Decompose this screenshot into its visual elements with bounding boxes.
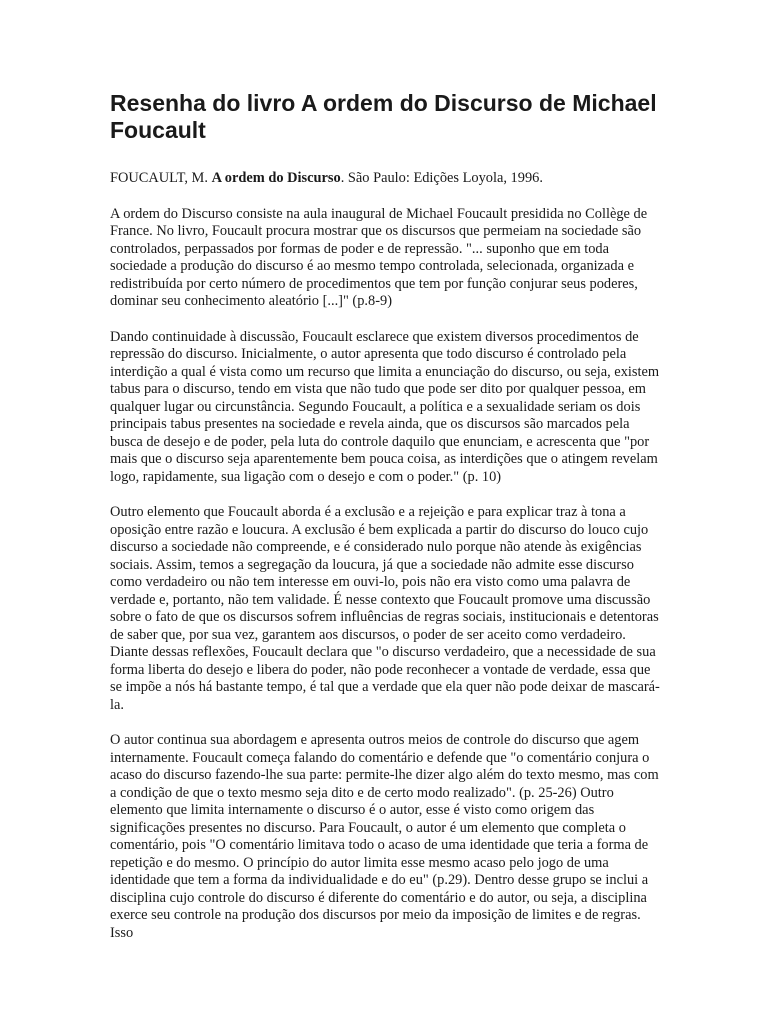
paragraph-3: Outro elemento que Foucault aborda é a exclusão e a rejeição e para explicar traz à tona a oposição entre razão e loucura. A exclusão é bem explicada a partir do discurso do louco cujo discurso a sociedade não compreende, e é considerado nulo porque não atende às exigências sociais. Assim, temos a segregação da loucura, já que a sociedade não admite esse discurso como verdadeiro ou não tem interesse em ouvi-lo, pois não era visto como uma palavra de verdade e, portanto, não tem validade. É nesse contexto que Foucault promove uma discussão sobre o fato de que os discursos sofrem influências de regras sociais, institucionais e detentoras de saber que, por sua vez, garantem aos discursos, o poder de ser aceito como verdadeiro. Diante dessas reflexões, Foucault declara que "o discurso verdadeiro, que a necessidade de sua forma liberta do desejo e libera do poder, não pode reconhecer a vontade de verdade, essa que se impõe a nós há bastante tempo, é tal que a verdade que ela quer não pode deixar de mascará-la. [110, 504, 660, 713]
paragraph-2: Dando continuidade à discussão, Foucault esclarece que existem diversos procedimentos de repressão do discurso. Inicialmente, o autor apresenta que todo discurso é controlado pela interdição a qual é vista como um recurso que limita a enunciação do discurso, ou seja, existem tabus para o discurso, tendo em vista que não tudo que pode ser dito por qualquer pessoa, em qualquer lugar ou circunstância. Segundo Foucault, a política e a sexualidade seriam os dois principais tabus presentes na sociedade e revela ainda, que os discursos são marcados pela busca de desejo e de poder, pela luta do controle daquilo que enunciam, e acrescenta que "por mais que o discurso seja aparentemente bem pouca coisa, as interdições que o atingem revelam logo, rapidamente, sua ligação com o desejo e com o poder." (p. 10) [110, 328, 660, 485]
citation-book-title: A ordem do Discurso [211, 170, 341, 186]
citation-publisher: . São Paulo: Edições Loyola, 1996. [340, 170, 543, 186]
book-citation [110, 170, 662, 188]
paragraph-1: A ordem do Discurso consiste na aula inaugural de Michael Foucault presidida no Collège de France. No livro, Foucault procura mostrar que os discursos que permeiam na sociedade são controlados, perpassados por formas de poder e de repressão. "... suponho que em toda sociedade a produção do discurso é ao mesmo tempo controlada, selecionada, organizada e redistribuída por certo número de procedimentos que tem por função conjurar seus poderes, dominar seu conhecimento aleatório [...]" (p.8-9) [110, 205, 648, 309]
document-title: Resenha do livro A ordem do Discurso de Michael Foucault [110, 90, 657, 143]
citation-author: FOUCAULT, M. [110, 170, 212, 186]
document-page [110, 90, 662, 960]
paragraph-4: O autor continua sua abordagem e apresenta outros meios de controle do discurso que agem internamente. Foucault começa falando do comentário e defende que "o comentário conjura o acaso do discurso fazendo-lhe sua parte: permite-lhe dizer algo além do texto mesmo, mas com a condição de que o texto mesmo seja dito e de certo modo realizado". (p. 25-26) Outro elemento que limita internamente o discurso é o autor, esse é visto como origem das significações presentes no discurso. Para Foucault, o autor é um elemento que completa o comentário, pois "O comentário limitava todo o acaso de uma identidade que teria a forma de repetição e do mesmo. O princípio do autor limita esse mesmo acaso pelo jogo de uma identidade que tem a forma da individualidade e do eu" (p.29). Dentro desse grupo se inclui a disciplina cujo controle do discurso é diferente do comentário e do autor, ou seja, a disciplina exerce seu controle na produção dos discursos por meio da imposição de limites e de regras. Isso [110, 732, 659, 941]
